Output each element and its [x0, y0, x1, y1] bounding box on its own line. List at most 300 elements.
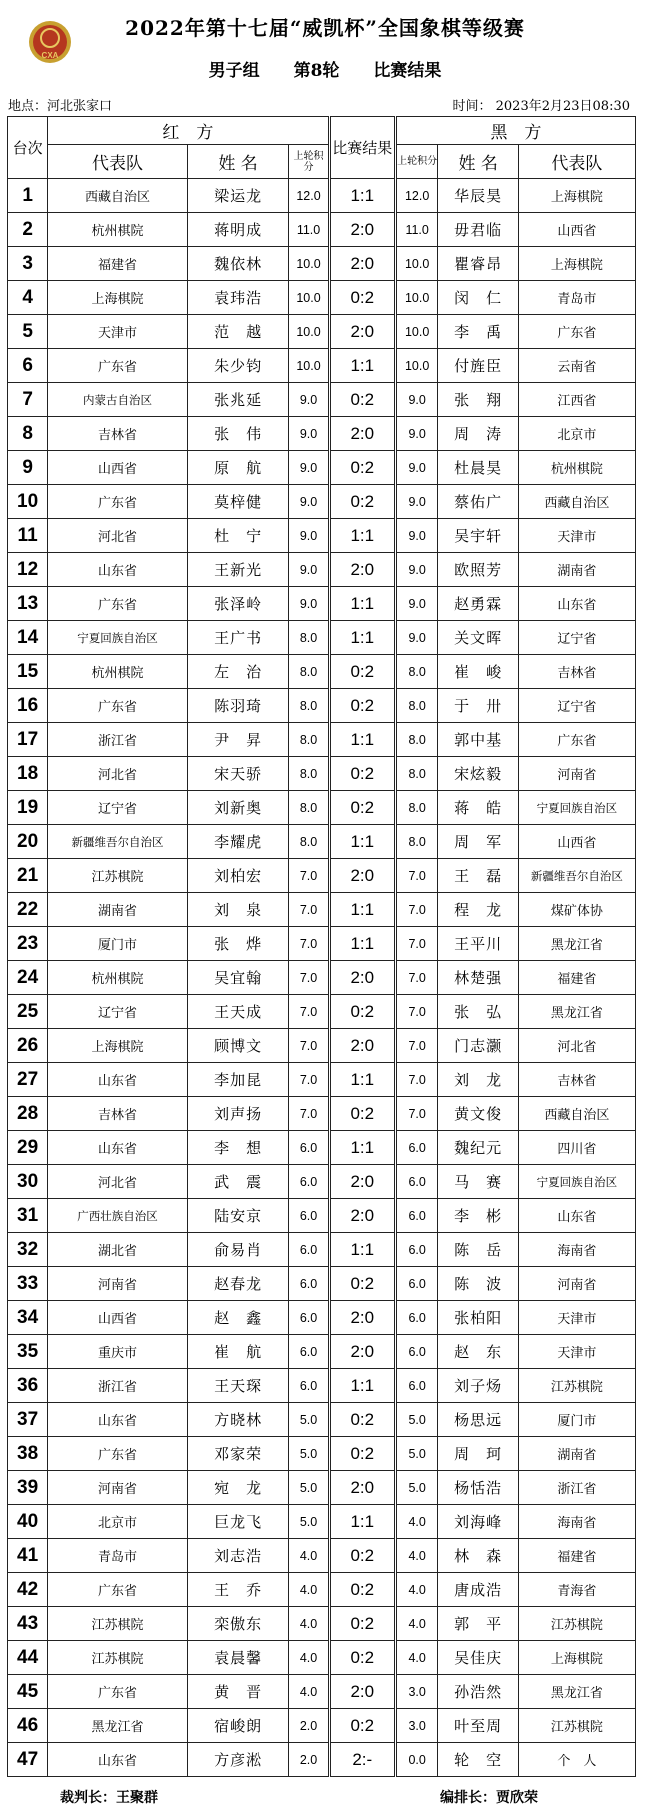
table-row: [8, 1335, 636, 1369]
red-player-name: 袁晨馨: [187, 1641, 289, 1675]
red-team: 山西省: [48, 1301, 188, 1335]
black-prev-score: 7.0: [395, 859, 438, 893]
red-team: 江苏棋院: [48, 1607, 188, 1641]
table-row: [8, 349, 636, 383]
black-player-name: 蔡佑广: [438, 485, 518, 519]
match-result: 1:1: [329, 179, 395, 213]
black-player-name: 周 珂: [438, 1437, 518, 1471]
red-team-header: 代表队: [48, 145, 188, 179]
black-player-name: 孙浩然: [438, 1675, 518, 1709]
table-number: 13: [8, 587, 48, 621]
black-team: 广东省: [518, 315, 635, 349]
red-prev-score: 12.0: [289, 179, 329, 213]
match-result: 0:2: [329, 1539, 395, 1573]
match-result: 1:1: [329, 1131, 395, 1165]
black-player-name: 刘海峰: [438, 1505, 518, 1539]
red-prev-score: 10.0: [289, 349, 329, 383]
black-prev-score: 5.0: [395, 1437, 438, 1471]
table-row: [8, 281, 636, 315]
table-number: 29: [8, 1131, 48, 1165]
table-number: 27: [8, 1063, 48, 1097]
black-prev-score: 8.0: [395, 825, 438, 859]
table-number: 31: [8, 1199, 48, 1233]
black-prev-score: 7.0: [395, 1029, 438, 1063]
red-prev-score: 6.0: [289, 1301, 329, 1335]
table-row: [8, 1233, 636, 1267]
red-name-header: 姓 名: [187, 145, 289, 179]
black-prev-score: 4.0: [395, 1641, 438, 1675]
red-team: 山东省: [48, 1403, 188, 1437]
match-result: 1:1: [329, 1369, 395, 1403]
black-team: 黑龙江省: [518, 995, 635, 1029]
red-player-name: 李耀虎: [187, 825, 289, 859]
red-prev-score: 7.0: [289, 859, 329, 893]
table-number: 21: [8, 859, 48, 893]
black-player-name: 李 禹: [438, 315, 518, 349]
match-result: 1:1: [329, 621, 395, 655]
red-team: 广东省: [48, 689, 188, 723]
red-team: 辽宁省: [48, 995, 188, 1029]
red-player-name: 陈羽琦: [187, 689, 289, 723]
table-row: [8, 961, 636, 995]
red-team: 上海棋院: [48, 1029, 188, 1063]
black-team: 河南省: [518, 757, 635, 791]
black-player-name: 关文晖: [438, 621, 518, 655]
red-team: 山东省: [48, 553, 188, 587]
red-prev-score: 4.0: [289, 1573, 329, 1607]
black-prev-score: 9.0: [395, 417, 438, 451]
table-row: [8, 1199, 636, 1233]
match-result: 1:1: [329, 723, 395, 757]
table-number: 18: [8, 757, 48, 791]
table-row: [8, 995, 636, 1029]
black-player-name: 赵 东: [438, 1335, 518, 1369]
black-prev-score: 9.0: [395, 451, 438, 485]
table-row: [8, 927, 636, 961]
table-row: [8, 1471, 636, 1505]
black-prev-score: 7.0: [395, 1063, 438, 1097]
black-player-name: 陈 波: [438, 1267, 518, 1301]
black-team: 辽宁省: [518, 689, 635, 723]
table-number: 17: [8, 723, 48, 757]
red-team: 湖南省: [48, 893, 188, 927]
table-row: [8, 893, 636, 927]
black-team: 黑龙江省: [518, 1675, 635, 1709]
red-score-header: 上轮积分: [289, 145, 329, 179]
black-prev-score: 9.0: [395, 519, 438, 553]
table-row: [8, 1505, 636, 1539]
table-row: [8, 1709, 636, 1743]
black-team: 个 人: [518, 1743, 635, 1777]
result-header: 比赛结果: [329, 117, 395, 179]
red-player-name: 邓家荣: [187, 1437, 289, 1471]
black-player-name: 崔 峻: [438, 655, 518, 689]
black-prev-score: 7.0: [395, 961, 438, 995]
black-team: 新疆维吾尔自治区: [518, 859, 635, 893]
red-prev-score: 9.0: [289, 485, 329, 519]
table-row: [8, 1743, 636, 1777]
red-player-name: 方晓林: [187, 1403, 289, 1437]
black-player-name: 魏纪元: [438, 1131, 518, 1165]
red-team: 山东省: [48, 1131, 188, 1165]
black-player-name: 林 森: [438, 1539, 518, 1573]
black-team: 上海棋院: [518, 1641, 635, 1675]
red-team: 山东省: [48, 1063, 188, 1097]
red-prev-score: 5.0: [289, 1403, 329, 1437]
red-player-name: 张兆延: [187, 383, 289, 417]
red-player-name: 崔 航: [187, 1335, 289, 1369]
black-player-name: 于 卅: [438, 689, 518, 723]
table-number: 7: [8, 383, 48, 417]
red-prev-score: 6.0: [289, 1233, 329, 1267]
match-result: 2:0: [329, 1199, 395, 1233]
red-player-name: 杜 宁: [187, 519, 289, 553]
match-result: 0:2: [329, 1607, 395, 1641]
black-team: 山东省: [518, 587, 635, 621]
black-player-name: 叶至周: [438, 1709, 518, 1743]
black-team: 海南省: [518, 1505, 635, 1539]
black-prev-score: 8.0: [395, 791, 438, 825]
black-prev-score: 10.0: [395, 247, 438, 281]
black-team: 福建省: [518, 1539, 635, 1573]
red-team: 河北省: [48, 519, 188, 553]
black-team: 河北省: [518, 1029, 635, 1063]
page-title: 2022年第十七届“威凯杯”全国象棋等级赛: [125, 16, 525, 40]
red-player-name: 方彦淞: [187, 1743, 289, 1777]
red-prev-score: 7.0: [289, 1029, 329, 1063]
black-player-name: 门志灏: [438, 1029, 518, 1063]
table-row: [8, 1165, 636, 1199]
red-team: 吉林省: [48, 1097, 188, 1131]
match-result: 0:2: [329, 485, 395, 519]
table-no-header: 台次: [8, 117, 48, 179]
black-prev-score: 7.0: [395, 995, 438, 1029]
black-team-header: 代表队: [518, 145, 635, 179]
red-player-name: 刘 泉: [187, 893, 289, 927]
table-number: 32: [8, 1233, 48, 1267]
table-row: [8, 587, 636, 621]
red-team: 福建省: [48, 247, 188, 281]
black-team: 浙江省: [518, 1471, 635, 1505]
referee-text: 裁判长：王聚群: [60, 1790, 158, 1806]
red-team: 浙江省: [48, 1369, 188, 1403]
red-team: 内蒙古自治区: [48, 383, 188, 417]
table-number: 22: [8, 893, 48, 927]
table-row: [8, 213, 636, 247]
match-result: 0:2: [329, 1573, 395, 1607]
red-player-name: 赵春龙: [187, 1267, 289, 1301]
match-result: 0:2: [329, 689, 395, 723]
red-prev-score: 4.0: [289, 1539, 329, 1573]
black-prev-score: 9.0: [395, 553, 438, 587]
black-team: 山西省: [518, 825, 635, 859]
black-player-name: 周 涛: [438, 417, 518, 451]
black-team: 吉林省: [518, 1063, 635, 1097]
black-prev-score: 3.0: [395, 1709, 438, 1743]
table-number: 6: [8, 349, 48, 383]
red-prev-score: 10.0: [289, 315, 329, 349]
red-player-name: 张泽岭: [187, 587, 289, 621]
red-prev-score: 6.0: [289, 1199, 329, 1233]
red-player-name: 左 治: [187, 655, 289, 689]
red-team: 杭州棋院: [48, 213, 188, 247]
red-prev-score: 7.0: [289, 927, 329, 961]
red-prev-score: 2.0: [289, 1743, 329, 1777]
black-prev-score: 4.0: [395, 1505, 438, 1539]
black-prev-score: 9.0: [395, 485, 438, 519]
black-team: 宁夏回族自治区: [518, 1165, 635, 1199]
black-team: 宁夏回族自治区: [518, 791, 635, 825]
black-player-name: 赵勇霖: [438, 587, 518, 621]
match-result: 2:0: [329, 1471, 395, 1505]
black-team: 江苏棋院: [518, 1369, 635, 1403]
red-prev-score: 8.0: [289, 825, 329, 859]
table-number: 30: [8, 1165, 48, 1199]
table-row: [8, 179, 636, 213]
red-side-header: 红 方: [48, 117, 329, 145]
black-player-name: 蒋 皓: [438, 791, 518, 825]
red-prev-score: 6.0: [289, 1131, 329, 1165]
match-result: 2:0: [329, 1165, 395, 1199]
red-player-name: 李 想: [187, 1131, 289, 1165]
page-subtitle: [0, 56, 650, 81]
red-team: 山东省: [48, 1743, 188, 1777]
black-team: 福建省: [518, 961, 635, 995]
table-row: [8, 1267, 636, 1301]
table-number: 5: [8, 315, 48, 349]
red-player-name: 顾博文: [187, 1029, 289, 1063]
black-prev-score: 10.0: [395, 281, 438, 315]
red-player-name: 栾傲东: [187, 1607, 289, 1641]
table-row: [8, 1573, 636, 1607]
red-prev-score: 10.0: [289, 281, 329, 315]
black-prev-score: 6.0: [395, 1131, 438, 1165]
black-team: 上海棋院: [518, 179, 635, 213]
match-result: 2:0: [329, 315, 395, 349]
table-row: [8, 1063, 636, 1097]
red-player-name: 尹 昇: [187, 723, 289, 757]
black-player-name: 杨思远: [438, 1403, 518, 1437]
black-team: 天津市: [518, 1335, 635, 1369]
red-player-name: 张 烨: [187, 927, 289, 961]
black-prev-score: 0.0: [395, 1743, 438, 1777]
black-prev-score: 8.0: [395, 655, 438, 689]
red-team: 浙江省: [48, 723, 188, 757]
logo-text: CXA: [41, 51, 59, 60]
black-team: 云南省: [518, 349, 635, 383]
table-number: 4: [8, 281, 48, 315]
group-label: 男子组: [208, 61, 260, 81]
black-player-name: 刘子炀: [438, 1369, 518, 1403]
result-label: 比赛结果: [373, 61, 442, 81]
table-row: [8, 825, 636, 859]
black-prev-score: 8.0: [395, 723, 438, 757]
table-number: 38: [8, 1437, 48, 1471]
table-row: [8, 859, 636, 893]
red-prev-score: 8.0: [289, 723, 329, 757]
table-number: 40: [8, 1505, 48, 1539]
table-row: [8, 1539, 636, 1573]
black-player-name: 李 彬: [438, 1199, 518, 1233]
red-prev-score: 8.0: [289, 655, 329, 689]
table-row: [8, 451, 636, 485]
table-number: 41: [8, 1539, 48, 1573]
table-number: 8: [8, 417, 48, 451]
black-team: 江西省: [518, 383, 635, 417]
red-player-name: 袁玮浩: [187, 281, 289, 315]
black-prev-score: 8.0: [395, 689, 438, 723]
red-team: 黑龙江省: [48, 1709, 188, 1743]
match-result: 1:1: [329, 927, 395, 961]
black-prev-score: 7.0: [395, 1097, 438, 1131]
red-player-name: 朱少钧: [187, 349, 289, 383]
red-player-name: 王广书: [187, 621, 289, 655]
match-result: 2:0: [329, 417, 395, 451]
table-row: [8, 1641, 636, 1675]
results-table: [7, 116, 636, 1777]
black-team: 海南省: [518, 1233, 635, 1267]
table-row: [8, 1029, 636, 1063]
match-result: 2:0: [329, 1335, 395, 1369]
red-prev-score: 8.0: [289, 791, 329, 825]
table-number: 46: [8, 1709, 48, 1743]
red-player-name: 原 航: [187, 451, 289, 485]
black-prev-score: 3.0: [395, 1675, 438, 1709]
black-team: 厦门市: [518, 1403, 635, 1437]
black-player-name: 闵 仁: [438, 281, 518, 315]
red-team: 西藏自治区: [48, 179, 188, 213]
black-team: 黑龙江省: [518, 927, 635, 961]
red-team: 广东省: [48, 349, 188, 383]
black-player-name: 马 赛: [438, 1165, 518, 1199]
black-team: 青岛市: [518, 281, 635, 315]
black-prev-score: 5.0: [395, 1471, 438, 1505]
black-team: 西藏自治区: [518, 485, 635, 519]
match-result: 0:2: [329, 451, 395, 485]
table-number: 44: [8, 1641, 48, 1675]
black-player-name: 杜晨昊: [438, 451, 518, 485]
red-team: 湖北省: [48, 1233, 188, 1267]
match-result: 2:0: [329, 213, 395, 247]
black-player-name: 宋炫毅: [438, 757, 518, 791]
red-team: 山西省: [48, 451, 188, 485]
black-prev-score: 10.0: [395, 349, 438, 383]
table-row: [8, 1301, 636, 1335]
black-prev-score: 4.0: [395, 1573, 438, 1607]
match-result: 0:2: [329, 1437, 395, 1471]
venue-text: 地点：河北张家口: [8, 99, 113, 114]
red-prev-score: 9.0: [289, 553, 329, 587]
black-team: 煤矿体协: [518, 893, 635, 927]
red-player-name: 王天琛: [187, 1369, 289, 1403]
table-row: [8, 1403, 636, 1437]
match-result: 0:2: [329, 383, 395, 417]
red-player-name: 刘声扬: [187, 1097, 289, 1131]
black-player-name: 付旌臣: [438, 349, 518, 383]
table-number: 23: [8, 927, 48, 961]
red-prev-score: 6.0: [289, 1335, 329, 1369]
black-player-name: 吴宇轩: [438, 519, 518, 553]
table-number: 35: [8, 1335, 48, 1369]
red-prev-score: 8.0: [289, 757, 329, 791]
red-team: 吉林省: [48, 417, 188, 451]
table-row: [8, 1607, 636, 1641]
table-row: [8, 383, 636, 417]
table-number: 36: [8, 1369, 48, 1403]
table-number: 15: [8, 655, 48, 689]
red-player-name: 俞易肖: [187, 1233, 289, 1267]
table-row: [8, 247, 636, 281]
table-row: [8, 1097, 636, 1131]
red-team: 江苏棋院: [48, 1641, 188, 1675]
black-prev-score: 6.0: [395, 1301, 438, 1335]
table-number: 19: [8, 791, 48, 825]
red-team: 辽宁省: [48, 791, 188, 825]
table-row: [8, 1369, 636, 1403]
red-team: 广东省: [48, 587, 188, 621]
red-player-name: 宿峻朗: [187, 1709, 289, 1743]
red-player-name: 王新光: [187, 553, 289, 587]
black-prev-score: 11.0: [395, 213, 438, 247]
arranger-text: 编排长：贾欣荣: [440, 1790, 538, 1806]
black-prev-score: 6.0: [395, 1233, 438, 1267]
table-number: 9: [8, 451, 48, 485]
table-row: [8, 315, 636, 349]
match-result: 1:1: [329, 587, 395, 621]
table-number: 37: [8, 1403, 48, 1437]
table-number: 47: [8, 1743, 48, 1777]
black-prev-score: 6.0: [395, 1369, 438, 1403]
black-team: 湖南省: [518, 1437, 635, 1471]
black-player-name: 瞿睿昂: [438, 247, 518, 281]
black-team: 北京市: [518, 417, 635, 451]
match-result: 1:1: [329, 825, 395, 859]
match-result: 0:2: [329, 1097, 395, 1131]
red-prev-score: 11.0: [289, 213, 329, 247]
black-prev-score: 5.0: [395, 1403, 438, 1437]
black-team: 上海棋院: [518, 247, 635, 281]
black-team: 江苏棋院: [518, 1607, 635, 1641]
black-prev-score: 7.0: [395, 927, 438, 961]
table-number: 20: [8, 825, 48, 859]
table-row: [8, 791, 636, 825]
table-row: [8, 723, 636, 757]
table-row: [8, 485, 636, 519]
red-prev-score: 7.0: [289, 1063, 329, 1097]
match-result: 2:0: [329, 247, 395, 281]
time-text: 时间： 2023年2月23日08:30: [452, 99, 630, 114]
red-player-name: 梁运龙: [187, 179, 289, 213]
black-player-name: 毋君临: [438, 213, 518, 247]
black-prev-score: 10.0: [395, 315, 438, 349]
table-row: [8, 1131, 636, 1165]
red-prev-score: 6.0: [289, 1165, 329, 1199]
black-team: 广东省: [518, 723, 635, 757]
red-player-name: 刘柏宏: [187, 859, 289, 893]
table-number: 14: [8, 621, 48, 655]
red-prev-score: 4.0: [289, 1675, 329, 1709]
black-prev-score: 6.0: [395, 1165, 438, 1199]
match-result: 0:2: [329, 1403, 395, 1437]
black-name-header: 姓 名: [438, 145, 518, 179]
black-prev-score: 7.0: [395, 893, 438, 927]
table-number: 24: [8, 961, 48, 995]
black-team: 吉林省: [518, 655, 635, 689]
match-result: 2:0: [329, 961, 395, 995]
red-prev-score: 7.0: [289, 1097, 329, 1131]
red-player-name: 李加昆: [187, 1063, 289, 1097]
red-prev-score: 5.0: [289, 1471, 329, 1505]
